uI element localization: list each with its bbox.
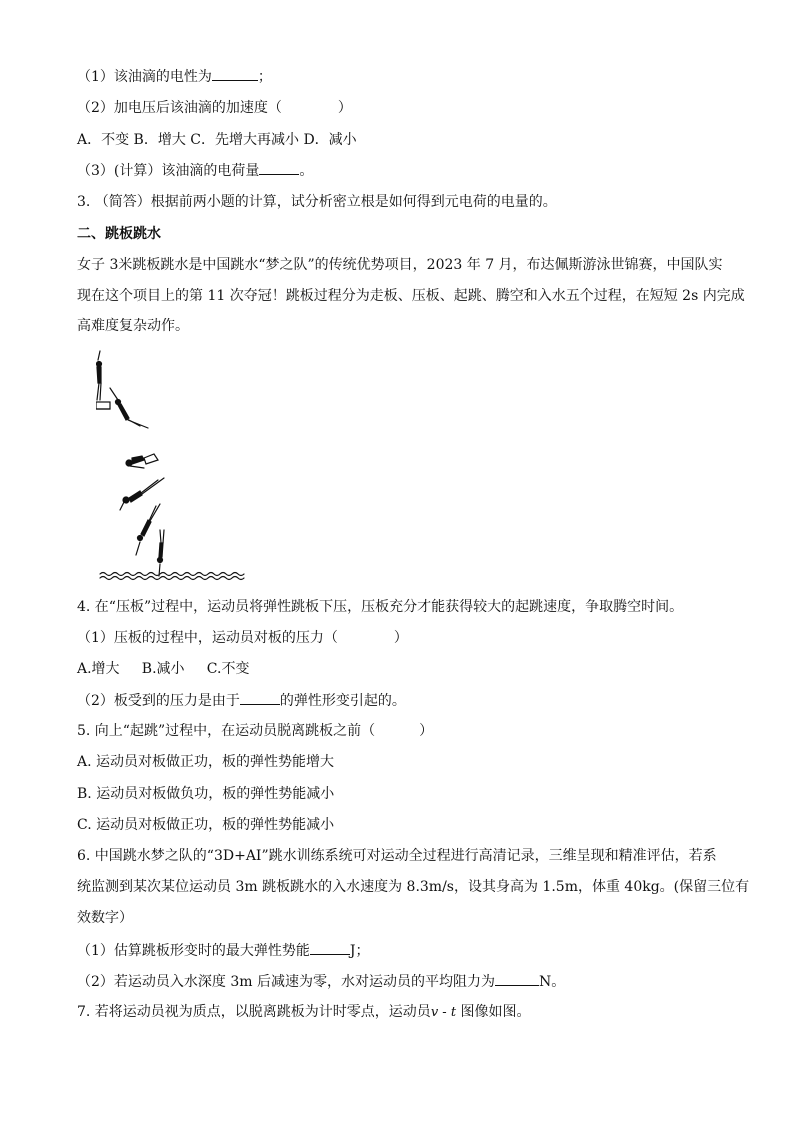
q5-option-a[interactable]: A. 运动员对板做正功，板的弹性势能增大 [77, 754, 335, 770]
q-sub2-text: （2）加电压后该油滴的加速度（ [77, 100, 282, 116]
intro-line-1: 女子 3米跳板跳水是中国跳水“梦之队”的传统优势项目，2023 年 7 月，布达佩斯游泳世锦赛，中国队实 [77, 257, 723, 273]
question-5-stem [77, 721, 433, 741]
q-sub2-options: A．不变 B．增大 C．先增大再减小 D．减小 [77, 132, 357, 148]
q-sub1 [77, 66, 272, 87]
q6-sub1-text: （1）估算跳板形变时的最大弹性势能 [77, 943, 310, 959]
answer-blank[interactable] [310, 940, 350, 955]
q5-stem-close: ） [419, 723, 434, 739]
answer-blank[interactable] [212, 66, 258, 81]
section-title: 二、跳板跳水 [77, 226, 161, 242]
q4-options: A.增大 B.减小 C.不变 [77, 661, 250, 677]
q-sub1-text: （1）该油滴的电性为 [77, 69, 212, 85]
diving-sequence-figure [96, 350, 256, 582]
answer-blank[interactable] [259, 160, 299, 175]
q5-option-b[interactable]: B. 运动员对板做负功，板的弹性势能减小 [77, 786, 335, 802]
q-sub2-close: ） [337, 100, 352, 116]
question-4-stem: 4. 在“压板”过程中，运动员将弹性跳板下压，压板充分才能获得较大的起跳速度，争取腾空时间。 [77, 599, 684, 615]
q5-option-c[interactable]: C. 运动员对板做正功，板的弹性势能减小 [77, 817, 335, 833]
question-7 [77, 1002, 531, 1023]
q-sub1-end: ； [257, 69, 272, 85]
diver-pose-2-icon [110, 388, 148, 428]
q4-sub2 [77, 690, 406, 711]
intro-line-2: 现在这个项目上的第 11 次夺冠！跳板过程分为走板、压板、起跳、腾空和入水五个过程，在短短 2s 内完成 [77, 288, 745, 304]
question-3: 3. （简答）根据前两小题的计算，试分析密立根是如何得到元电荷的电量的。 [77, 194, 557, 210]
diver-pose-1-icon [97, 351, 102, 400]
diver-pose-3-icon [126, 454, 158, 468]
q-sub3 [77, 160, 313, 181]
question-6-line-3: 效数字） [77, 910, 133, 926]
answer-blank[interactable] [240, 690, 280, 705]
answer-blank[interactable] [495, 971, 539, 986]
q7-text-end: 图像如图。 [456, 1004, 531, 1020]
diver-pose-6-icon [158, 530, 165, 576]
q6-sub2-end: N。 [539, 974, 566, 990]
q4-sub2-end: 的弹性形变引起的。 [279, 693, 406, 709]
q6-sub1 [77, 940, 370, 961]
q-sub2 [77, 98, 352, 118]
q4-sub1-text: （1）压板的过程中，运动员对板的压力（ [77, 630, 338, 646]
diver-pose-4-icon [120, 478, 164, 510]
question-6-line-2: 统监测到某次某位运动员 3m 跳板跳水的入水速度为 8.3m/s，设其身高为 1.5m，体重 40kg。(保留三位有 [77, 879, 750, 895]
q6-sub1-end: J； [349, 943, 370, 959]
q-sub3-end: 。 [299, 163, 314, 179]
q7-math: v - t [430, 1005, 457, 1020]
q-sub3-text: （3）(计算）该油滴的电荷量 [77, 163, 260, 179]
q4-sub1 [77, 628, 408, 648]
diving-board-icon [96, 402, 110, 409]
q4-sub1-close: ） [393, 630, 408, 646]
q5-stem-text: 5. 向上“起跳”过程中，在运动员脱离跳板之前（ [77, 723, 376, 739]
diver-pose-5-icon [136, 504, 160, 555]
q7-text: 7. 若将运动员视为质点，以脱离跳板为计时零点，运动员 [77, 1004, 431, 1020]
question-6-line-1: 6. 中国跳水梦之队的“3D+AI”跳水训练系统可对运动全过程进行高清记录，三维呈现和精准评估，若系 [77, 848, 717, 864]
intro-line-3: 高难度复杂动作。 [77, 318, 189, 334]
q6-sub2-text: （2）若运动员入水深度 3m 后减速为零，水对运动员的平均阻力为 [77, 974, 495, 990]
water-surface-icon [100, 573, 244, 576]
q6-sub2 [77, 971, 565, 992]
q4-sub2-text: （2）板受到的压力是由于 [77, 693, 240, 709]
